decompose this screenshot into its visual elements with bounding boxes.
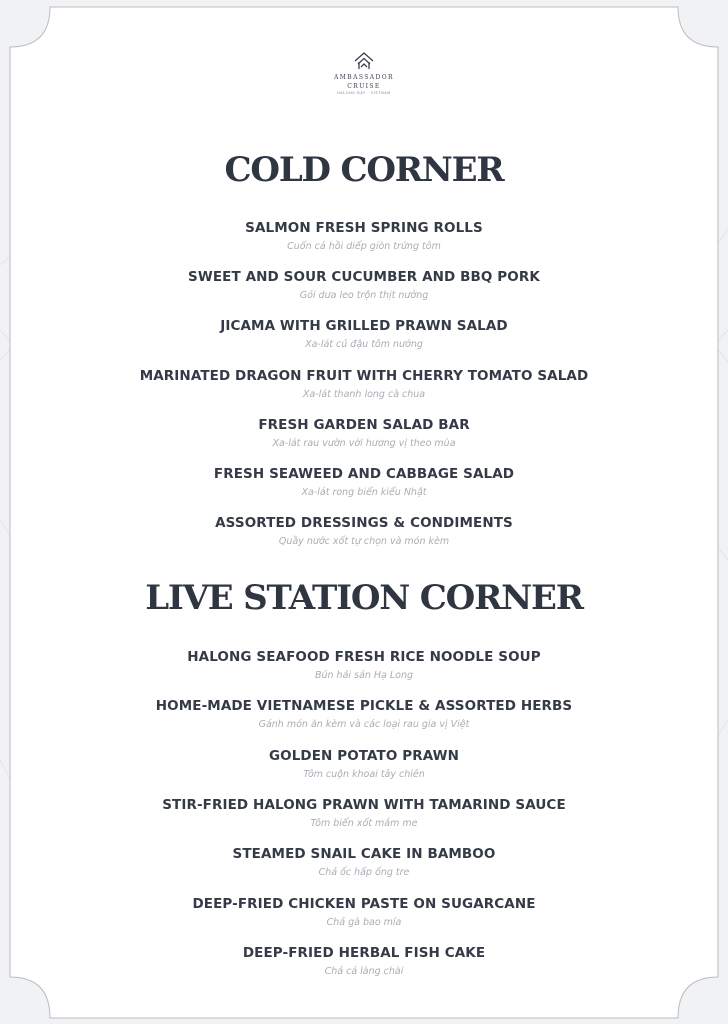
menu-item-name: HOME-MADE VIETNAMESE PICKLE & ASSORTED HERBS (155, 698, 573, 714)
menu-item-translation: Gỏi dưa leo trộn thịt nướng (299, 290, 429, 301)
menu-item (24, 465, 704, 499)
logo-tagline: HALONG BAY · VIETNAM (337, 91, 391, 95)
menu-item-name: FRESH SEAWEED AND CABBAGE SALAD (213, 466, 515, 482)
menu-item-translation: Tôm biển xốt mắm me (310, 818, 418, 829)
menu-item-name: SWEET AND SOUR CUCUMBER AND BBQ PORK (188, 269, 540, 285)
menu-item (24, 219, 704, 253)
menu-item-translation: Tôm cuộn khoai tây chiên (303, 769, 425, 780)
menu-item-translation: Xa-lát rong biển kiểu Nhật (301, 487, 427, 498)
menu-item (24, 944, 704, 978)
menu-item-name: JICAMA WITH GRILLED PRAWN SALAD (220, 318, 508, 334)
menu-item-name: MARINATED DRAGON FRUIT WITH CHERRY TOMATO SALAD (139, 368, 589, 384)
menu-item-name: SALMON FRESH SPRING ROLLS (245, 220, 483, 236)
menu-item (24, 895, 704, 929)
brand-logo (24, 50, 704, 95)
menu-item-name: STEAMED SNAIL CAKE IN BAMBOO (232, 846, 496, 862)
menu-item-translation: Chả ốc hấp ống tre (318, 867, 410, 878)
menu-item (24, 747, 704, 781)
menu-item-translation: Xa-lát rau vườn với hương vị theo mùa (272, 438, 456, 449)
menu-item-name: HALONG SEAFOOD FRESH RICE NOODLE SOUP (187, 649, 541, 665)
menu-item-translation: Quầy nước xốt tự chọn và món kèm (278, 536, 450, 547)
ambassador-chevron-logo-icon (352, 50, 376, 72)
menu-item (24, 845, 704, 879)
menu-item (24, 648, 704, 682)
menu-item-translation: Xa-lát củ đậu tôm nướng (305, 339, 423, 350)
section-title-live-station-corner: LIVE STATION CORNER (145, 578, 583, 618)
menu-item (24, 317, 704, 351)
section-title-cold-corner: COLD CORNER (224, 150, 504, 190)
menu-content (24, 0, 704, 1024)
menu-item (24, 697, 704, 731)
menu-item-name: STIR-FRIED HALONG PRAWN WITH TAMARIND SAUCE (162, 797, 566, 813)
menu-item (24, 796, 704, 830)
menu-item-translation: Cuốn cá hồi diếp giòn trứng tôm (287, 241, 441, 252)
menu-item-translation: Chả gà bao mía (326, 917, 402, 928)
menu-item-name: ASSORTED DRESSINGS & CONDIMENTS (215, 515, 513, 531)
menu-item-name: FRESH GARDEN SALAD BAR (258, 417, 470, 433)
menu-item-translation: Bún hải sản Hạ Long (314, 670, 414, 681)
menu-item-translation: Xa-lát thanh long cà chua (302, 389, 426, 400)
menu-item (24, 416, 704, 450)
menu-item-name: GOLDEN POTATO PRAWN (268, 748, 460, 764)
menu-item-name: DEEP-FRIED CHICKEN PASTE ON SUGARCANE (192, 896, 536, 912)
menu-item-translation: Gánh món ăn kèm và các loại rau gia vị Việt (258, 719, 470, 730)
menu-item-translation: Chả cá làng chài (324, 966, 404, 977)
menu-item (24, 514, 704, 548)
logo-name-line2: CRUISE (347, 83, 381, 90)
logo-name-line1: AMBASSADOR (334, 74, 394, 81)
menu-item-name: DEEP-FRIED HERBAL FISH CAKE (242, 945, 486, 961)
menu-item (24, 367, 704, 401)
menu-item (24, 268, 704, 302)
